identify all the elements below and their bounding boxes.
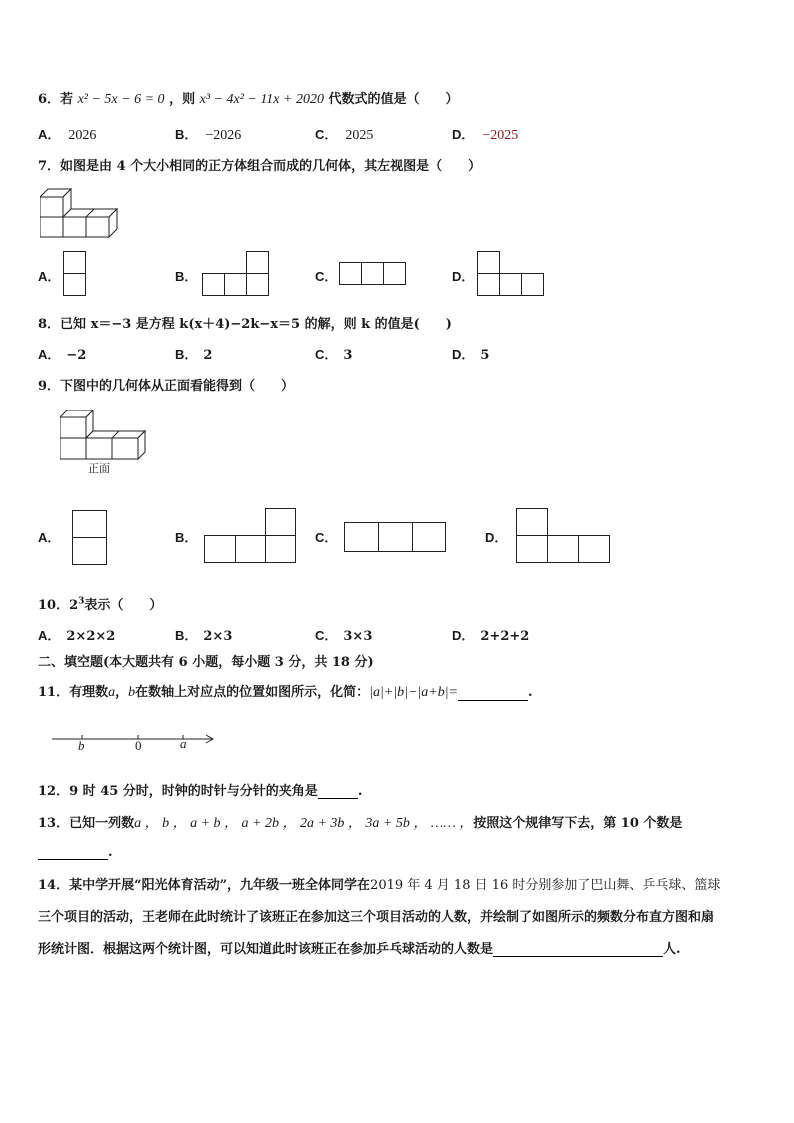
q6-stem — [38, 88, 459, 108]
q9-option-a-figure — [72, 510, 108, 566]
q6-equation: x² − 5x − 6 = 0 — [77, 92, 165, 107]
q7-solid-figure — [40, 185, 120, 240]
q6-option-c[interactable]: C． 2025 — [315, 127, 374, 143]
q10-option-d[interactable]: D． 2+2+2 — [452, 628, 530, 644]
q13-answer-line: . — [38, 845, 113, 860]
section-heading-fill-blank: 二、填空题(本大题共有 6 小题，每小题 3 分，共 18 分) — [38, 655, 374, 670]
q10-stem: 10．$2^3$表示（ ） — [38, 596, 163, 613]
q6-option-b[interactable]: B． −2026 — [175, 127, 242, 143]
q14-answer-blank[interactable] — [493, 956, 663, 957]
q9-solid-figure — [60, 410, 152, 460]
q7-option-a-figure — [63, 251, 87, 297]
q9-front-label: 正面 — [88, 462, 110, 475]
q13-stem: 13．已知一列数a ， b ， a + b ， a + 2b ， 2a + 3b ， 3a + 5b ， …… ，按照这个规律写下去，第 10 个数是 — [38, 816, 683, 831]
q10-option-a[interactable]: A． 2×2×2 — [38, 628, 116, 644]
q9-option-d-figure — [516, 508, 612, 564]
q7-option-d[interactable]: D． — [452, 269, 475, 284]
q8-option-c[interactable]: C． 3 — [315, 347, 353, 363]
q7-option-c[interactable]: C． — [315, 269, 338, 284]
q11-expression: |a|+|b|−|a+b|= — [369, 685, 459, 700]
q11-axis-label-b: b — [78, 738, 85, 753]
q6-mid: ，则 — [169, 92, 196, 107]
q9-stem: 9．下图中的几何体从正面看能得到（ ） — [38, 379, 295, 394]
q14-line-1: 14．某中学开展“阳光体育活动”，九年级一班全体同学在2019 年 4 月 18 日 16 时分别参加了巴山舞、乒乓球、篮球 — [38, 878, 721, 893]
q12-stem: 12．9 时 45 分时，时钟的时针与分针的夹角是 . — [38, 784, 363, 799]
q7-option-d-figure — [477, 251, 545, 297]
q11-axis-label-a: a — [180, 736, 187, 751]
q7-stem: 7．如图是由 4 个大小相同的正方体组合而成的几何体，其左视图是（ ） — [38, 159, 482, 174]
q6-option-d[interactable]: D． −2025 — [452, 127, 519, 143]
q9-option-c[interactable]: C． — [315, 530, 338, 545]
q6-expression: x³ − 4x² − 11x + 2020 — [199, 92, 324, 107]
q9-option-c-figure — [344, 522, 448, 554]
q9-option-d[interactable]: D． — [485, 530, 508, 545]
q11-stem: 11．有理数a，b在数轴上对应点的位置如图所示，化简：|a|+|b|−|a+b|= . — [38, 685, 533, 700]
q6-prefix: 6．若 — [38, 92, 74, 107]
q13-answer-blank[interactable] — [38, 859, 108, 860]
q9-option-b[interactable]: B． — [175, 530, 198, 545]
q7-option-b-figure — [202, 251, 270, 297]
q6-option-a[interactable]: A． 2026 — [38, 127, 97, 143]
q10-option-b[interactable]: B． 2×3 — [175, 628, 233, 644]
q11-answer-blank[interactable] — [458, 700, 528, 701]
q14-line-2: 三个项目的活动，王老师在此时统计了该班正在参加这三个项目活动的人数，并绘制了如图所示的频数分布直方图和扇 — [38, 910, 715, 925]
q8-option-b[interactable]: B． 2 — [175, 347, 213, 363]
q8-stem: 8．已知 x＝−3 是方程 k(x＋4)−2k−x＝5 的解，则 k 的值是( ) — [38, 317, 452, 332]
q7-option-a[interactable]: A． — [38, 269, 61, 284]
q7-option-c-figure — [339, 262, 407, 286]
q10-option-c[interactable]: C． 3×3 — [315, 628, 373, 644]
q9-option-a[interactable]: A． — [38, 530, 61, 545]
q6-suffix: 代数式的值是（ ） — [328, 92, 459, 107]
q8-option-d[interactable]: D． 5 — [452, 347, 490, 363]
q8-option-a[interactable]: A． −2 — [38, 347, 87, 363]
q12-answer-blank[interactable] — [318, 798, 358, 799]
q13-sequence: a ， b ， a + b ， a + 2b ， 2a + 3b ， 3a + 5b ， …… ， — [134, 816, 474, 831]
q14-line-3: 形统计图．根据这两个统计图，可以知道此时该班正在参加乒乓球活动的人数是 人. — [38, 942, 681, 957]
q11-axis-label-zero: 0 — [135, 738, 142, 753]
q9-option-b-figure — [204, 508, 298, 564]
q7-option-b[interactable]: B． — [175, 269, 198, 284]
